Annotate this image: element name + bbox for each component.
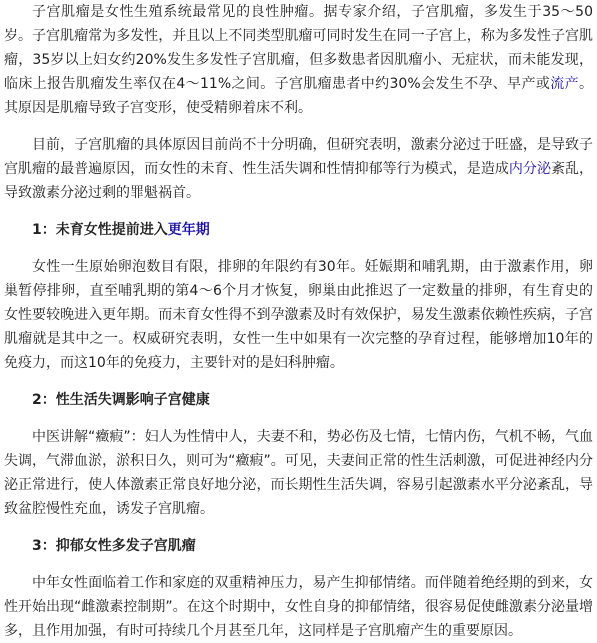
paragraph-section-3: 中年女性面临着工作和家庭的双重精神压力，易产生抑郁情绪。而伴随着绝经期的到来，女性开始出现“雌激素控制期”。在这个时期中，女性自身的抑郁情绪，很容易促使雌激素分泌量增多，且作用加强，有时可持续几个月甚至几年，这同样是子宫肌瘤产生的重要原因。: [4, 575, 593, 639]
section-heading-1: [4, 218, 593, 242]
section-heading-3: 3：抑郁女性多发子宫肌瘤: [32, 538, 196, 554]
paragraph-causes-text: 目前，子宫肌瘤的具体原因目前尚不十分明确，但研究表明，激素分泌过于旺盛，是导致子宫肌瘤的最普遍原因，而女性的未育、性生活失调和性情抑郁等行为模式，是造成: [4, 137, 593, 177]
paragraph-causes: [4, 133, 593, 205]
link-menopause[interactable]: 更年期: [167, 222, 210, 238]
paragraph-intro: [4, 0, 593, 120]
paragraph-section-1: 女性一生原始卵泡数目有限，排卵的年限约有30年。妊娠期和哺乳期，由于激素作用，卵巢暂停排卵，直至哺乳期的第4～6个月才恢复，卵巢由此推迟了一定数量的排卵，有生育史的女性要较晚进入更年期。而未育女性得不到孕激素及时有效保护，易发生激素依赖性疾病，子宫肌瘤就是其中之一。权威研究表明，女性一生中如果有一次完整的孕育过程，能够增加10年的免疫力，而这10年的免疫力，主要针对的是妇科肿瘤。: [4, 259, 593, 371]
link-miscarriage[interactable]: 流产: [550, 76, 580, 92]
section-heading-2: 2：性生活失调影响子宫健康: [32, 392, 210, 408]
section-heading-1-text: 1：未育女性提前进入: [32, 222, 168, 238]
link-endocrine[interactable]: 内分泌: [508, 161, 551, 177]
paragraph-intro-text-end: 。其原因是肌瘤导致子宫变形，使受精卵着床不利。: [4, 76, 594, 116]
paragraph-causes-text-end: 紊乱，导致激素分泌过剩的罪魁祸首。: [4, 161, 594, 201]
paragraph-section-2: 中医讲解“癥瘕”：妇人为性情中人，夫妻不和，势必伤及七情，七情内伤，气机不畅，气血失调，气滞血淤，淤积日久，则可为“癥瘕”。可见，夫妻间正常的性生活刺激，可促进神经内分泌正常进行，使人体激素正常良好地分泌，而长期性生活失调，容易引起激素水平分泌紊乱，导致盆腔慢性充血，诱发子宫肌瘤。: [4, 429, 593, 517]
paragraph-intro-text: 子宫肌瘤是女性生殖系统最常见的良性肿瘤。据专家介绍，子宫肌瘤，多发生于35～50岁。子宫肌瘤常为多发性，并且以上不同类型肌瘤可同时发生在同一子宫上，称为多发性子宫肌瘤，35岁以上妇女约20%发生多发性子宫肌瘤，但多数患者因肌瘤小、无症状，而未能发现，临床上报告肌瘤发生率仅在4～11%之间。子宫肌瘤患者中约30%会发生不孕、早产或: [4, 4, 593, 92]
